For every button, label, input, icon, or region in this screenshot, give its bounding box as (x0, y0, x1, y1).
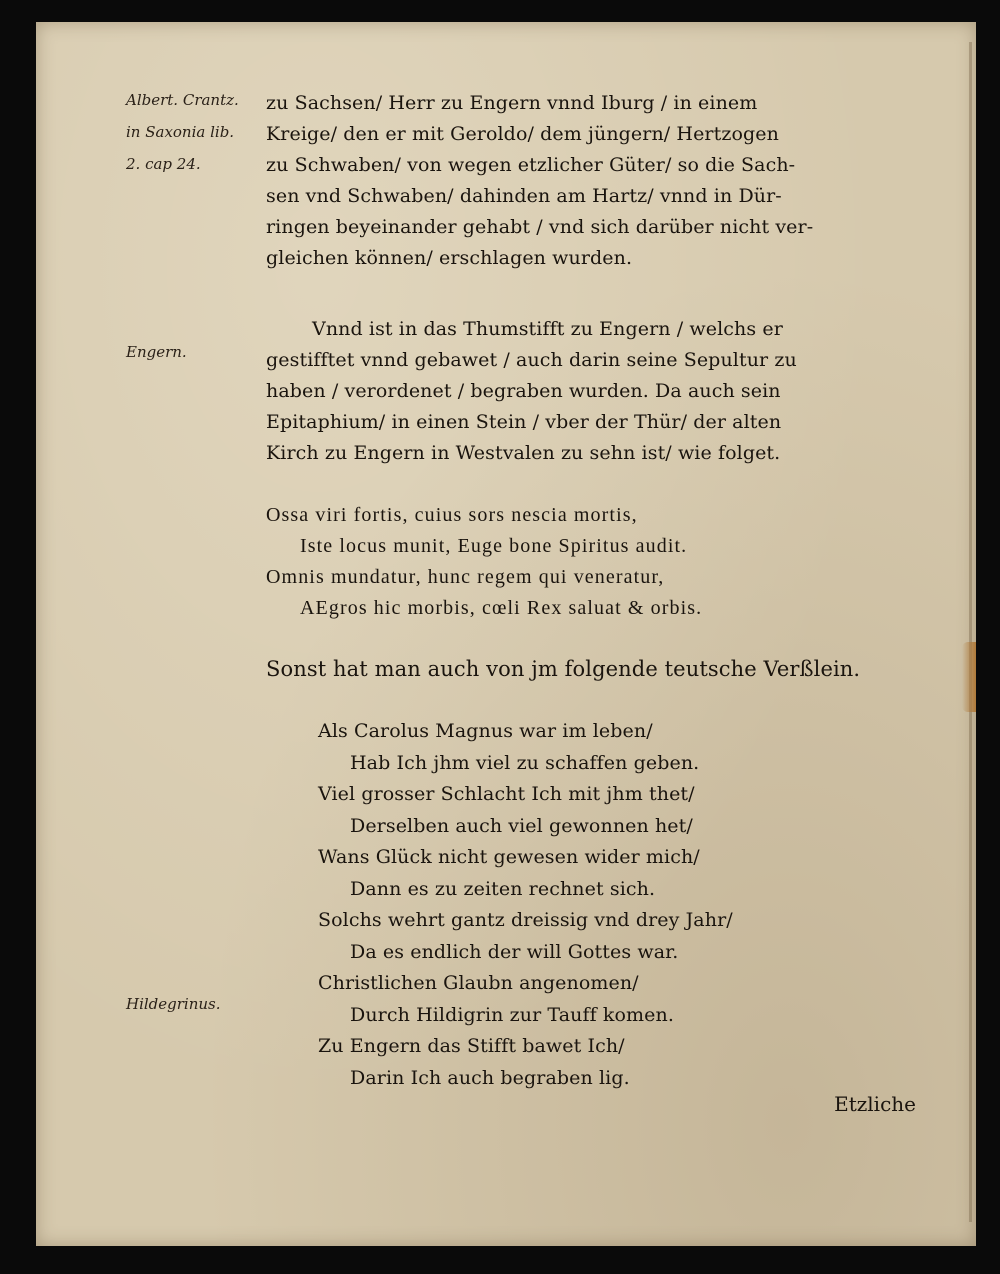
text-line: zu Schwaben/ von wegen etzlicher Güter/ so die Sach- (266, 154, 796, 176)
verse-line: Wans Glück nicht gewesen wider mich/ (318, 846, 700, 868)
epitaph-line: AEgros hic morbis, cœli Rex saluat & orbis. (300, 597, 703, 619)
verse-line: Zu Engern das Stifft bawet Ich/ (318, 1035, 625, 1057)
verse-line: Dann es zu zeiten rechnet sich. (350, 877, 656, 900)
latin-epitaph (266, 500, 866, 624)
epitaph-line: Ossa viri fortis, cuius sors nescia mortis, (266, 504, 638, 526)
text-line: sen vnd Schwaben/ dahinden am Hartz/ vnnd in Dür- (266, 185, 782, 207)
page-edge-stain (962, 642, 976, 712)
verse-line: Darin Ich auch begraben lig. (350, 1066, 630, 1089)
verse-line: Viel grosser Schlacht Ich mit jhm thet/ (318, 783, 695, 805)
verse-line: Derselben auch viel gewonnen het/ (350, 814, 693, 837)
german-verses (318, 716, 918, 1094)
verse-line: Solchs wehrt gantz dreissig vnd drey Jahr/ (318, 909, 733, 931)
page-edge-shadow (969, 42, 972, 1222)
paragraph-2 (266, 314, 866, 469)
catchword: Etzliche (834, 1092, 916, 1116)
text-line: haben / verordenet / begraben wurden. Da auch sein (266, 380, 781, 402)
text-line: gleichen können/ erschlagen wurden. (266, 247, 633, 269)
verse-line: Hab Ich jhm viel zu schaffen geben. (350, 751, 700, 774)
epitaph-line: Omnis mundatur, hunc regem qui veneratur, (266, 566, 665, 588)
margin-note-source (126, 84, 286, 180)
verse-line: Als Carolus Magnus war im leben/ (318, 720, 653, 742)
verse-intro: Sonst hat man auch von jm folgende teutsche Verßlein. (266, 657, 861, 681)
text-line: Kreige/ den er mit Geroldo/ dem jüngern/ Hertzogen (266, 123, 779, 145)
text-line: Epitaphium/ in einen Stein / vber der Thür/ der alten (266, 411, 782, 433)
verse-line: Christlichen Glaubn angenomen/ (318, 972, 639, 994)
text-line: ringen beyeinander gehabt / vnd sich darüber nicht ver- (266, 216, 814, 238)
verse-line: Durch Hildigrin zur Tauff komen. (350, 1003, 674, 1026)
margin-note-line: 2. cap 24. (126, 155, 201, 173)
text-line: Vnnd ist in das Thumstifft zu Engern / welchs er (312, 318, 783, 340)
epitaph-line: Iste locus munit, Euge bone Spiritus audit. (300, 535, 688, 557)
text-line: zu Sachsen/ Herr zu Engern vnnd Iburg / in einem (266, 92, 758, 114)
text-line: gestifftet vnnd gebawet / auch darin seine Sepultur zu (266, 349, 797, 371)
margin-note-line: in Saxonia lib. (126, 123, 235, 141)
margin-note-engern: Engern. (126, 343, 187, 361)
margin-note-line: Albert. Crantz. (126, 91, 239, 109)
margin-note-hildegrinus: Hildegrinus. (126, 995, 221, 1013)
verse-line: Da es endlich der will Gottes war. (350, 940, 679, 963)
text-line: Kirch zu Engern in Westvalen zu sehn ist/ wie folget. (266, 442, 781, 464)
paragraph-1 (266, 88, 866, 274)
